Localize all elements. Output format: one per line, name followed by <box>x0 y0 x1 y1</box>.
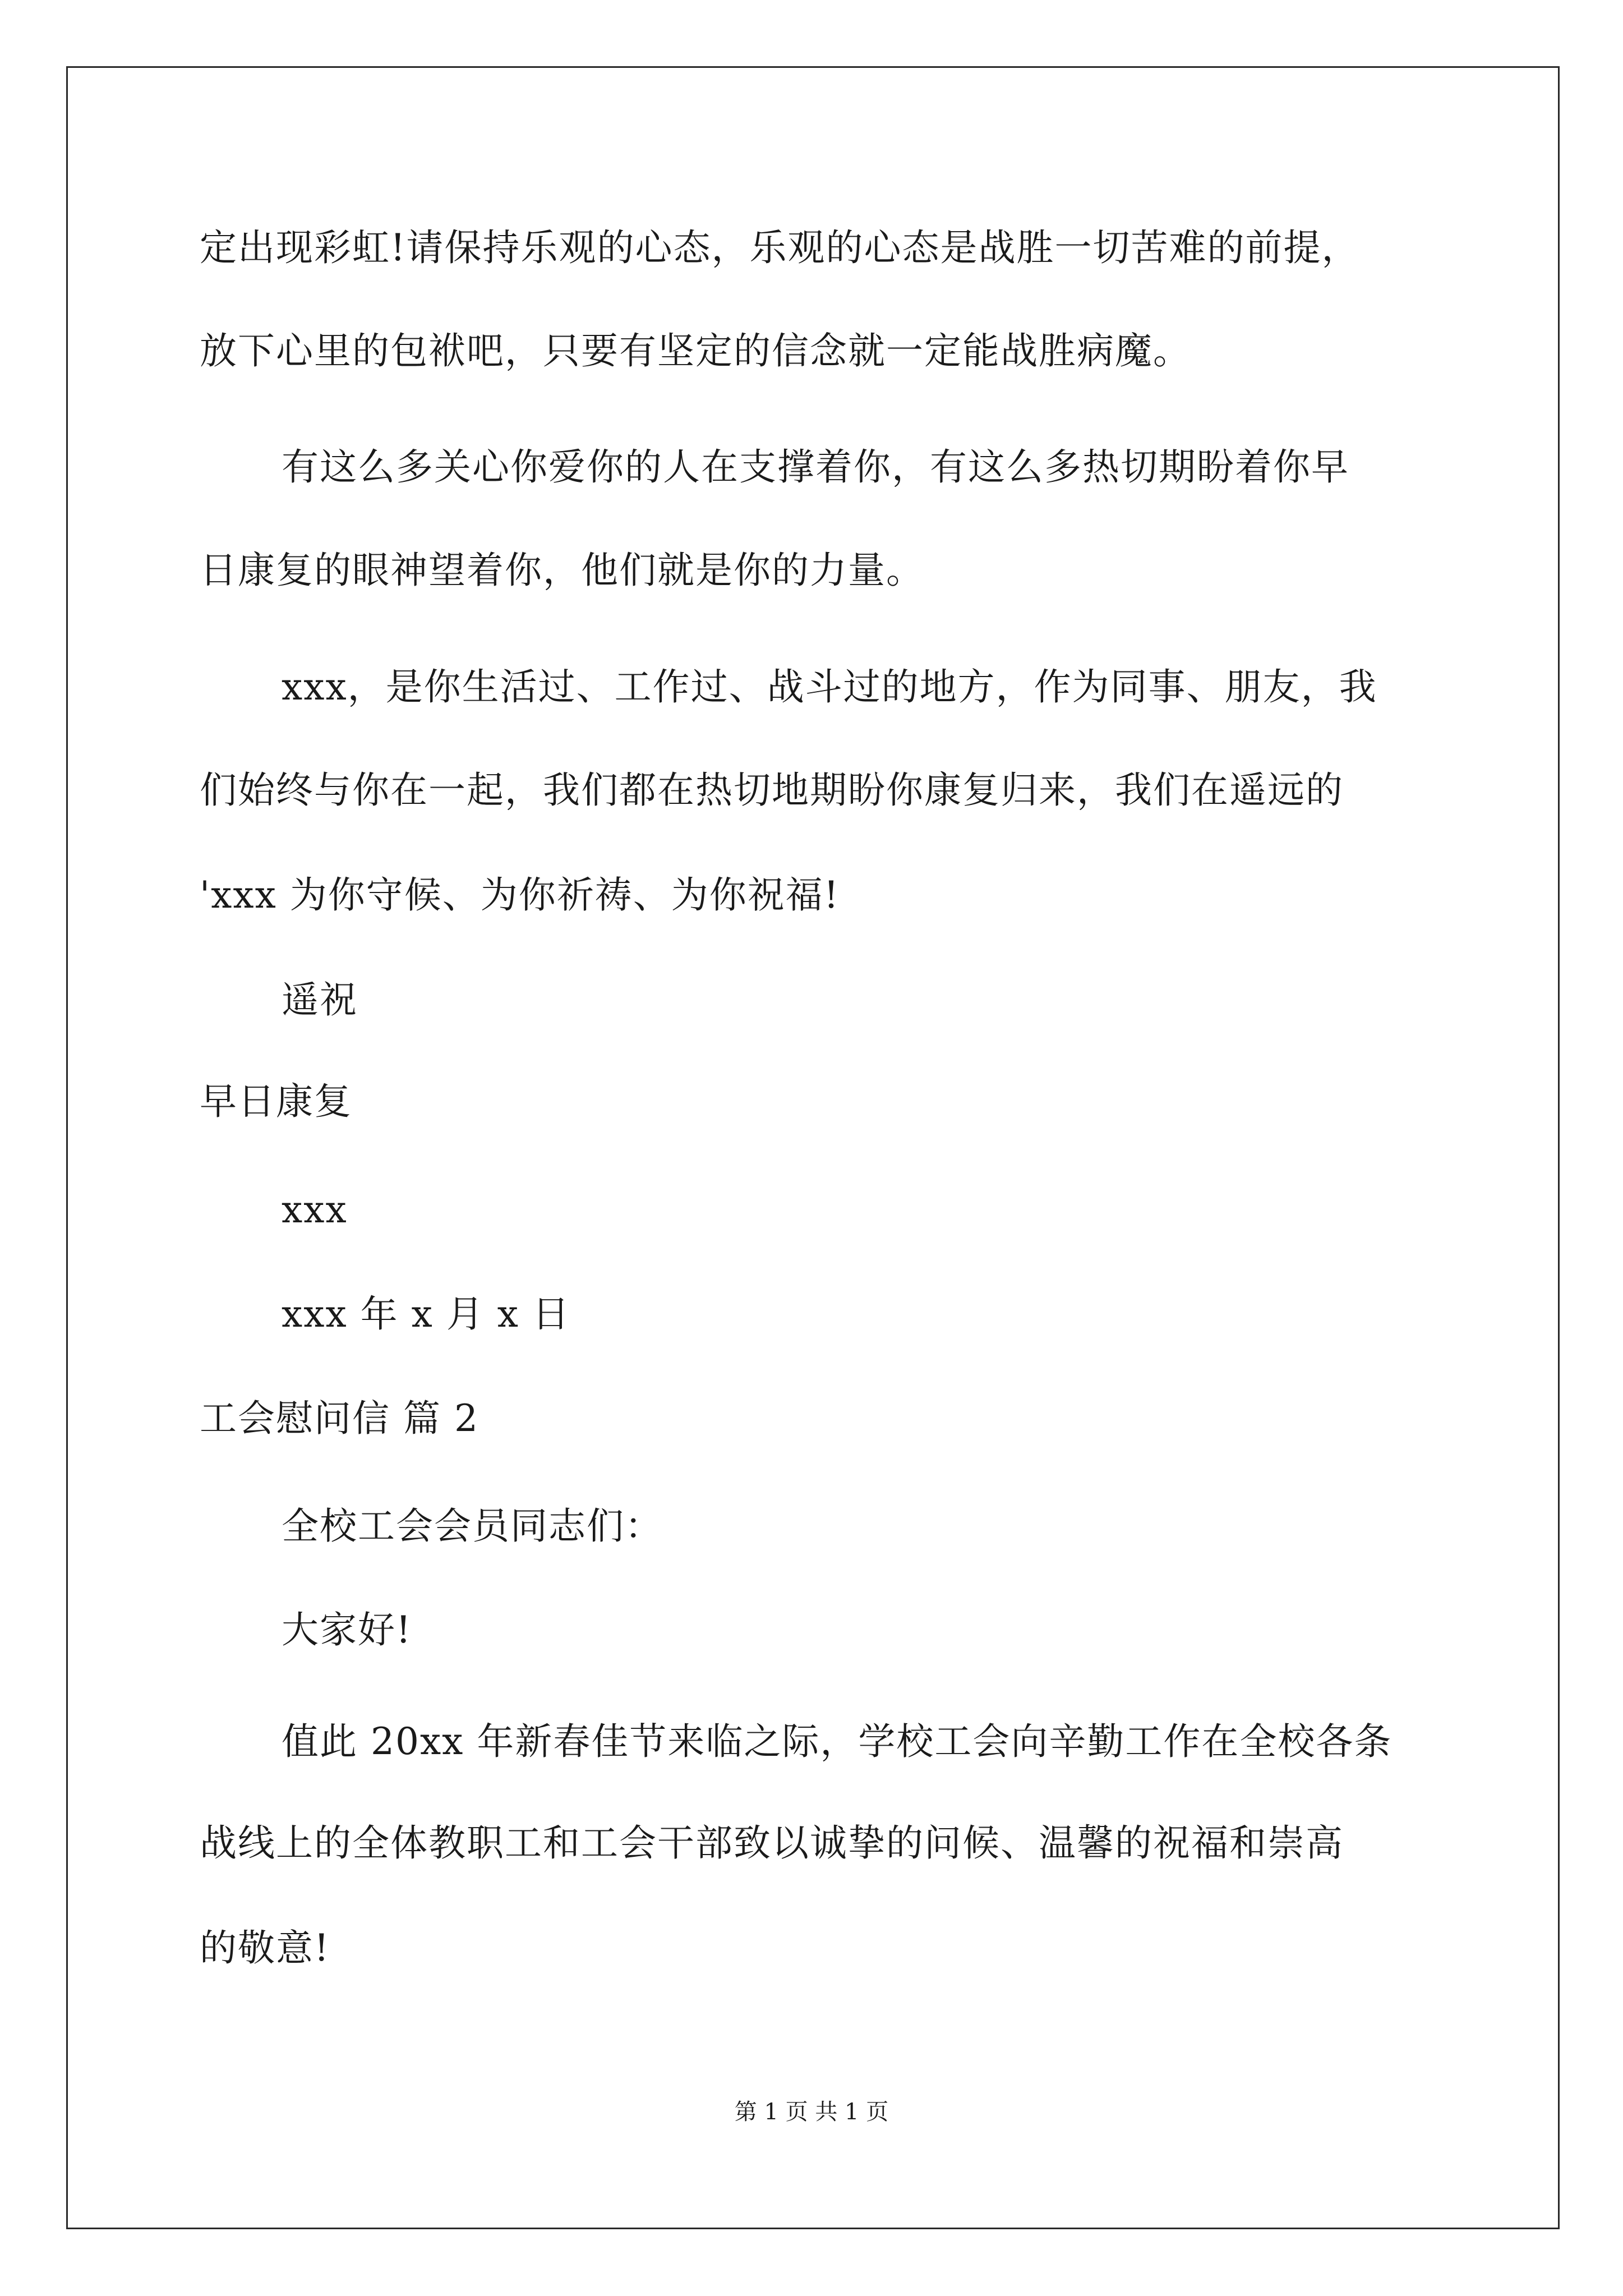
paragraph-line: 有这么多关心你爱你的人在支撑着你，有这么多热切期盼着你早 <box>282 445 1349 489</box>
paragraph-line: 们始终与你在一起，我们都在热切地期盼你康复归来，我们在遥远的 <box>200 769 1344 812</box>
signature-date: xxx 年 x 月 x 日 <box>282 1292 571 1336</box>
closing-wish: 早日康复 <box>200 1080 352 1123</box>
signature-name: xxx <box>282 1188 348 1231</box>
paragraph-line: 'xxx 为你守候、为你祈祷、为你祝福! <box>200 873 840 917</box>
letter-greeting: 全校工会会员同志们： <box>282 1504 663 1548</box>
section-heading: 工会慰问信 篇 2 <box>200 1397 479 1440</box>
letter-greeting-line: 大家好! <box>282 1608 412 1651</box>
paragraph-line: 日康复的眼神望着你，他们就是你的力量。 <box>200 549 924 592</box>
paragraph-line: xxx，是你生活过、工作过、战斗过的地方，作为同事、朋友，我 <box>282 665 1377 708</box>
page-border <box>66 66 1560 2229</box>
paragraph-line: 战线上的全体教职工和工会干部致以诚挚的问候、温馨的祝福和崇高 <box>200 1821 1344 1865</box>
paragraph-line: 值此 20xx 年新春佳节来临之际，学校工会向辛勤工作在全校各条 <box>282 1720 1393 1763</box>
paragraph-line: 定出现彩虹!请保持乐观的心态，乐观的心态是战胜一切苦难的前提， <box>200 226 1360 269</box>
page-footer: 第 1 页 共 1 页 <box>734 2099 889 2125</box>
paragraph-line: 的敬意! <box>200 1926 330 1970</box>
closing-salutation: 遥祝 <box>282 978 358 1022</box>
paragraph-line: 放下心里的包袱吧，只要有坚定的信念就一定能战胜病魔。 <box>200 329 1191 372</box>
